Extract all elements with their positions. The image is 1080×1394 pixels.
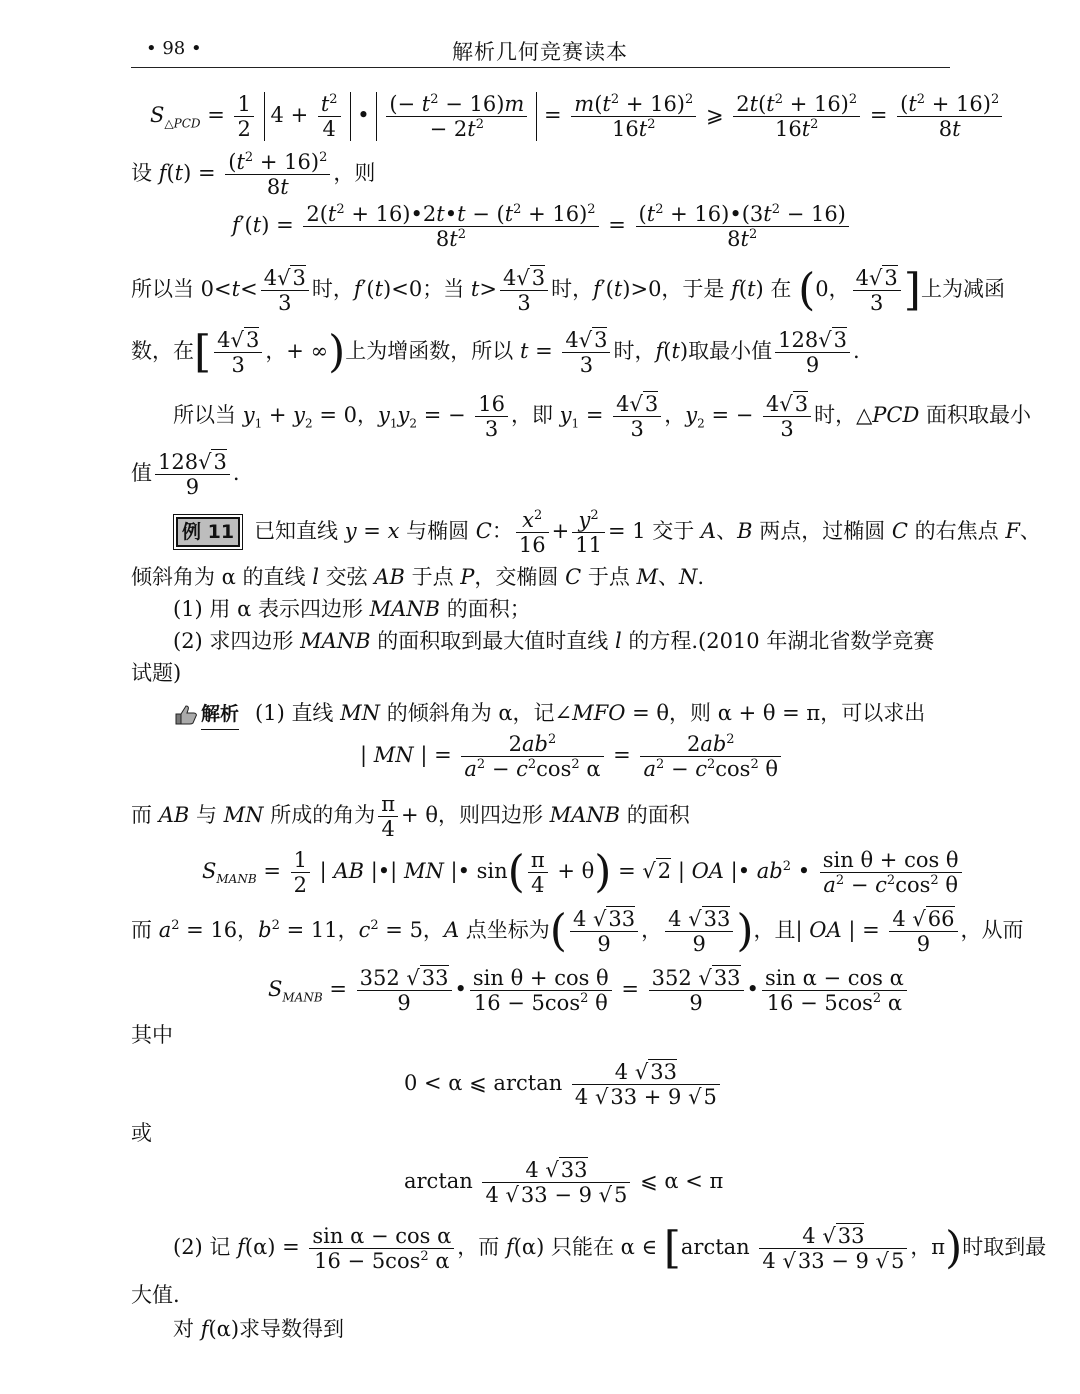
sqrt-sign: √ [406,966,420,990]
page-number: • 98 • [146,38,202,59]
sqrt-sign: √ [594,1085,609,1110]
question-2b: 试题) [131,661,182,685]
sqrt-sign: √ [688,906,702,931]
f-prime-equation: f′(t) = $\frac{2(t^2 + 16)•2t•t - (t^2 + 16)^2}{8t^2}$ = $\frac{(t^2 + 16)•(3t^2 - 16)}{8t^2}$ [232,202,852,251]
s-pcd-equation: $S_{\triangle PCD}$ = $\frac{1}{2}$ 4 + $\frac{t^2}{4}$ • $\frac{(- t^2 - 16)m}{- 2t^2}$ = $\frac{m(t^2 + 16)^2}{16t^2}$ ⩾ $\frac{2t(t^2 + 16)^2}{16t^2}$ = $\frac{(t^2 + 16)^2}{8t}$ [150,92,1005,143]
solution-label: 解析 [201,699,239,730]
sqrt-sign: √ [277,266,291,290]
sqrt-sign: √ [516,266,530,290]
s-manb-equation-1: $S_{MANB}$ = $\frac{1}{2}$ | AB |•| MN |• sin( $\frac{\pi}{4}$ + θ) = √2 | OA |• $ab^2$ • $\frac{\text{sin θ + cos θ}}{a^2 - c^2\cos^2 \theta}$ [202,846,965,900]
where-text: 其中 [131,1023,173,1047]
s-manb-equation-2: $S_{MANB}$ = $\frac{352 √33}{9}$ • $\frac{\text{sin θ + cos θ}}{16 - 5\cos^2 \theta}$ = $\frac{352 √33}{9}$ • $\frac{\text{sin α − cos α}}{16 - 5\cos^2 \alpha}$ [268,966,910,1019]
sqrt-sign: √ [642,859,656,883]
solution-line-2: 而 AB 与 MN 所成的角为 $\frac{\pi}{4}$ + θ，则四边形 MANB 的面积 [131,792,690,842]
sqrt-sign: √ [198,450,212,474]
example-line-2: 倾斜角为 α 的直线 l 交弦 AB 于点 P，交椭圆 C 于点 M、N. [131,565,705,589]
sqrt-sign: √ [230,328,244,352]
example-line-1: 例 11 已知直线 y = x 与椭圆 C： $\frac{x^2}{16}$ + $\frac{y^2}{11}$ = 1 交于 A、B 两点，过椭圆 C 的右焦点 F、 [176,508,1041,557]
sqrt-sign: √ [779,392,793,416]
solution-line-5: 对 f(α)求导数得到 [173,1317,345,1341]
header-rule [131,67,950,68]
conclusion-line-1: 所以当 $y_1 + y_2 = 0$，$y_1y_2$ = − $\frac{16}{3}$ ，即 $y_1$ = $\frac{4√3}{3}$ ，$y_2$ = − $\frac{4√3}{3}$ 时，△PCD 面积取最小 [173,392,1032,442]
thumbs-up-icon [173,704,199,726]
solution-line-1: 解析 (1) 直线 MN 的倾斜角为 α，记∠MFO = θ，则 α + θ = π，可以求出 [173,698,925,730]
question-1: (1) 用 α 表示四边形 MANB 的面积； [173,597,531,621]
example-label: 例 11 [176,517,240,547]
book-title: 解析几何竞赛读本 [452,40,628,64]
define-f: 设 f(t) = $\frac{(t^2 + 16)^2}{8t}$ ，则 [131,150,376,200]
mn-equation: | MN | = $\frac{2ab^2}{a^2 - c^2\cos^2 \alpha}$ = $\frac{2ab^2}{a^2 - c^2\cos^2 \theta}$ [360,732,784,781]
sqrt-sign: √ [818,328,832,352]
range-2: arctan $\frac{4 √33}{4 √33 - 9 √5}$ ⩽ α < π [404,1158,724,1208]
range-1: 0 < α ⩽ arctan $\frac{4 √33}{4 √33 + 9 √5}$ [404,1060,723,1109]
sqrt-sign: √ [578,328,593,352]
sqrt-sign: √ [688,1085,702,1110]
sqrt-sign: √ [698,966,712,990]
or-text: 或 [131,1121,152,1145]
sqrt-sign: √ [822,1224,836,1248]
sqrt-sign: √ [869,266,883,290]
sqrt-sign: √ [875,1249,889,1274]
sqrt-sign: √ [782,1249,796,1274]
sqrt-sign: √ [593,906,607,931]
solution-line-4b: 大值. [131,1283,180,1307]
sqrt-sign: √ [629,392,643,416]
sqrt-sign: √ [545,1158,559,1182]
monotone-line-1: 所以当 0<t< $\frac{4√3}{3}$ 时，f′(t)<0；当 t> $\frac{4√3}{3}$ 时，f′(t)>0，于是 f(t) 在 (0， $\frac{4√3}{3}$ ]上为减函 [131,264,1005,316]
question-2a: (2) 求四边形 MANB 的面积取到最大值时直线 l 的方程.(2010 年湖北省数学竞赛 [173,629,935,653]
monotone-line-2: 数，在[ $\frac{4√3}{3}$ ，+ ∞)上为增函数，所以 t = $\frac{4√3}{3}$ 时，f(t)取最小值 $\frac{128√3}{9}$ . [131,326,860,378]
solution-line-4a: (2) 记 f(α) = $\frac{\text{sin α − cos α}}{16 - 5\cos^2 \alpha}$ ，而 f(α) 只能在 α ∈ [arctan $\frac{4 √33}{4 √33 - 9 √5}$ ，π)时取到最 [173,1222,1047,1274]
solution-line-3: 而 $a^2 = 16$，$b^2 = 11$，$c^2 = 5$，A 点坐标为( $\frac{4 √33}{9}$ ， $\frac{4 √33}{9}$ )，且| OA | = $\frac{4 √66}{9}$ ，从而 [131,905,1024,957]
sqrt-sign: √ [505,1183,519,1208]
sqrt-sign: √ [598,1183,613,1208]
conclusion-line-2: 值 $\frac{128√3}{9}$ . [131,450,240,500]
sqrt-sign: √ [912,906,926,931]
sqrt-sign: √ [634,1060,649,1084]
